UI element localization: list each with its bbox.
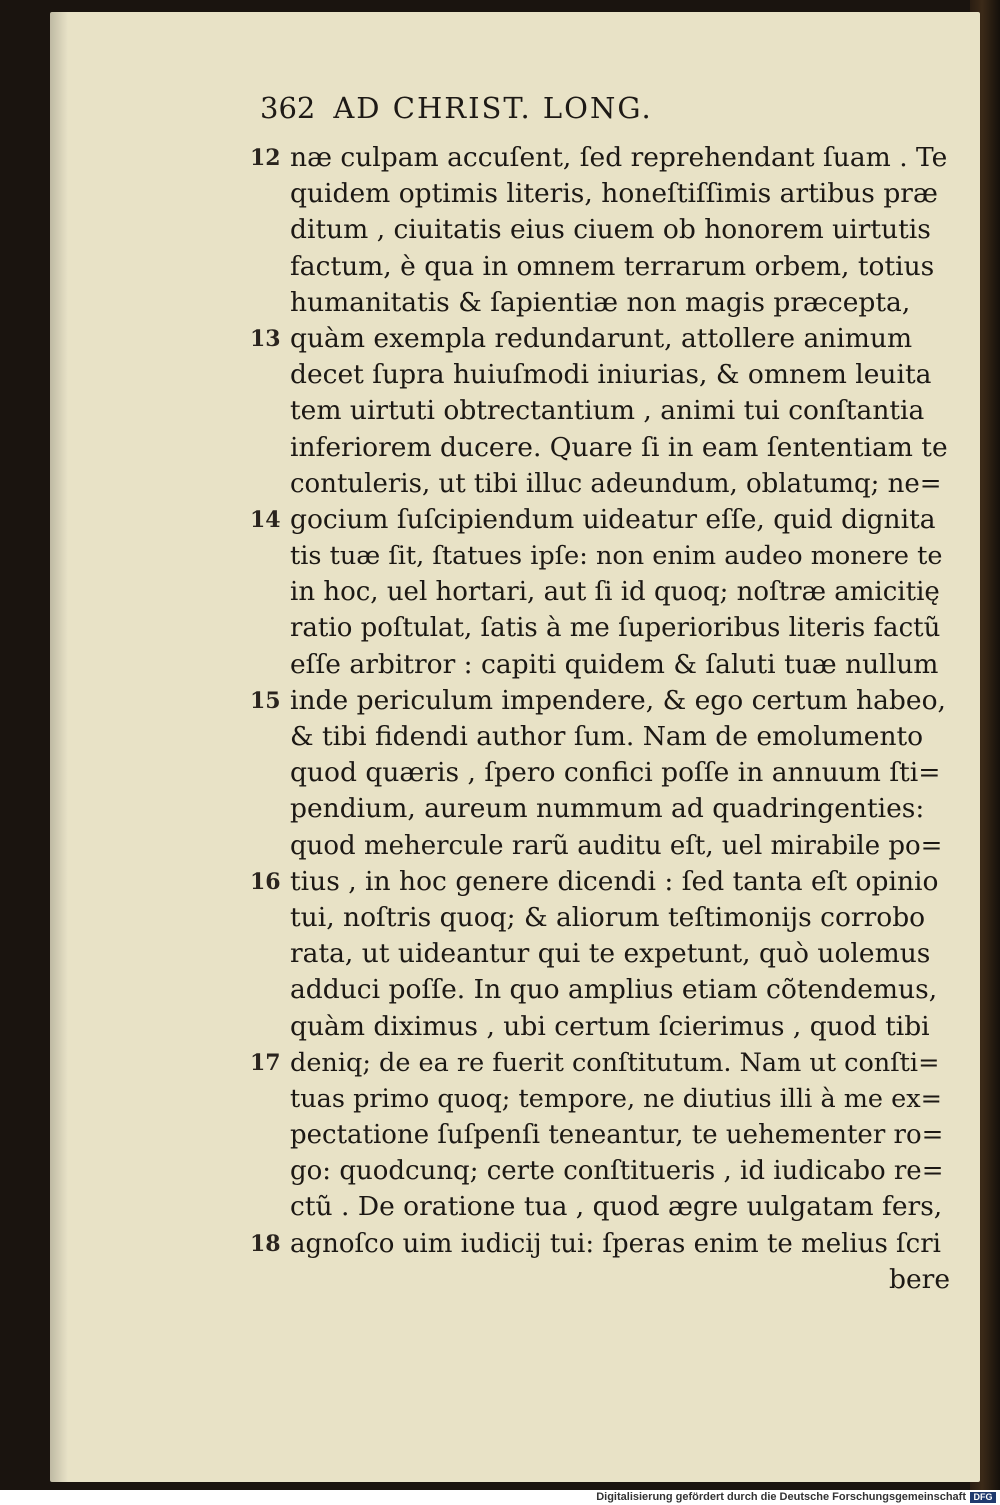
text-line: [250, 1045, 950, 1081]
line-text: tius , in hoc genere dicendi : ſed tanta eſt opinio: [290, 865, 939, 897]
text-block: [250, 140, 950, 1298]
text-line: [250, 647, 950, 683]
line-text: quàm diximus , ubi certum ſcierimus , quod tibi: [290, 1010, 930, 1042]
text-line: [250, 791, 950, 827]
running-head: [260, 86, 860, 130]
text-line: [250, 574, 950, 610]
line-text: pectatione ſuſpenſi teneantur, te uehementer ro=: [290, 1120, 944, 1151]
text-line: [250, 683, 950, 719]
text-line: [250, 140, 950, 176]
catchword-line: [250, 1262, 950, 1298]
line-text: quàm exempla redundarunt, attollere animum: [290, 322, 913, 354]
text-line: [250, 212, 950, 248]
line-section-number: 17: [250, 1049, 281, 1076]
text-line: [250, 719, 950, 755]
text-line: [250, 357, 950, 393]
line-text: gocium ſuſcipiendum uideatur eſſe, quid dignita: [290, 503, 936, 535]
text-line: [250, 1189, 950, 1225]
line-text: quod quæris , ſpero confici poſſe in annuum ſti=: [290, 757, 941, 789]
line-text: inferiorem ducere. Quare ſi in eam ſententiam te: [290, 431, 948, 463]
text-line: [250, 972, 950, 1008]
line-text: agnoſco uim iudicij tui: ſperas enim te melius ſcri: [290, 1228, 941, 1259]
line-text: factum, è qua in omnem terrarum orbem, totius: [290, 250, 935, 282]
text-line: [250, 321, 950, 357]
line-text: decet ſupra huiuſmodi iniurias, & omnem leuita: [290, 359, 932, 391]
text-line: [250, 1009, 950, 1045]
text-line: [250, 249, 950, 285]
line-section-number: 13: [250, 325, 281, 352]
text-line: [250, 538, 950, 574]
text-line: [250, 1226, 950, 1262]
line-text: pendium, aureum nummum ad quadringenties:: [290, 793, 925, 825]
line-text: quod mehercule rarũ auditu eſt, uel mirabile po=: [290, 830, 943, 861]
line-text: humanitatis & ſapientiæ non magis præcepta,: [290, 286, 911, 318]
text-line: [250, 1153, 950, 1189]
text-line: [250, 900, 950, 936]
text-line: [250, 285, 950, 321]
line-text: in hoc, uel hortari, aut ſi id quoq; noſtræ amicitię: [290, 577, 940, 608]
line-text: go: quodcunq; certe conſtitueris , id iudicabo re=: [290, 1156, 944, 1187]
line-text: tui, noſtris quoq; & aliorum teſtimonijs corrobo: [290, 901, 926, 933]
catchword: bere: [889, 1263, 950, 1295]
text-line: [250, 936, 950, 972]
page-number: 362: [260, 91, 316, 125]
text-line: [250, 864, 950, 900]
line-section-number: 14: [250, 506, 281, 533]
line-section-number: 15: [250, 687, 281, 714]
running-title: AD CHRIST. LONG.: [333, 91, 653, 125]
line-section-number: 12: [250, 145, 281, 171]
text-line: [250, 828, 950, 864]
text-line: [250, 430, 950, 466]
line-text: contuleris, ut tibi illuc adeundum, oblatumq; ne=: [290, 468, 942, 499]
line-text: tem uirtuti obtrectantium , animi tui conſtantia: [290, 395, 925, 427]
dfg-logo: DFG: [970, 1492, 996, 1503]
line-section-number: 16: [250, 868, 281, 895]
text-line: [250, 393, 950, 429]
funding-credit: Digitalisierung gefördert durch die Deutsche Forschungsgemeinschaft: [596, 1491, 966, 1503]
text-line: [250, 502, 950, 538]
line-text: rata, ut uideantur qui te expetunt, quò uolemus: [290, 938, 931, 970]
line-text: ctũ . De oratione tua , quod ægre uulgatam fers,: [290, 1191, 943, 1223]
line-text: tuas primo quoq; tempore, ne diutius illi à me ex=: [290, 1083, 942, 1114]
text-line: [250, 466, 950, 502]
text-line: [250, 610, 950, 646]
line-text: ratio poſtulat, ſatis à me ſuperioribus literis factũ: [290, 613, 941, 644]
page-gutter-shadow: [50, 12, 68, 1482]
line-text: & tibi fidendi author ſum. Nam de emolumento: [290, 721, 924, 752]
line-text: adduci poſſe. In quo amplius etiam cõtendemus,: [290, 974, 938, 1006]
text-line: [250, 176, 950, 212]
line-text: inde periculum impendere, & ego certum habeo,: [290, 684, 946, 716]
line-text: deniq; de ea re fuerit conſtitutum. Nam ut conſti=: [290, 1047, 940, 1078]
line-text: tis tuæ ſit, ſtatues ipſe: non enim audeo monere te: [290, 541, 943, 572]
footer-bar: [0, 1490, 1000, 1505]
line-section-number: 18: [250, 1230, 281, 1257]
text-line: [250, 755, 950, 791]
text-line: [250, 1081, 950, 1117]
text-line: [250, 1117, 950, 1153]
line-text: eſſe arbitror : capiti quidem & ſaluti tuæ nullum: [290, 648, 939, 680]
line-text: ditum , ciuitatis eius ciuem ob honorem uirtutis: [290, 214, 931, 246]
line-text: næ culpam accuſent, ſed reprehendant ſuam . Te: [290, 142, 948, 173]
line-text: quidem optimis literis, honeſtiſſimis artibus præ: [290, 178, 938, 210]
